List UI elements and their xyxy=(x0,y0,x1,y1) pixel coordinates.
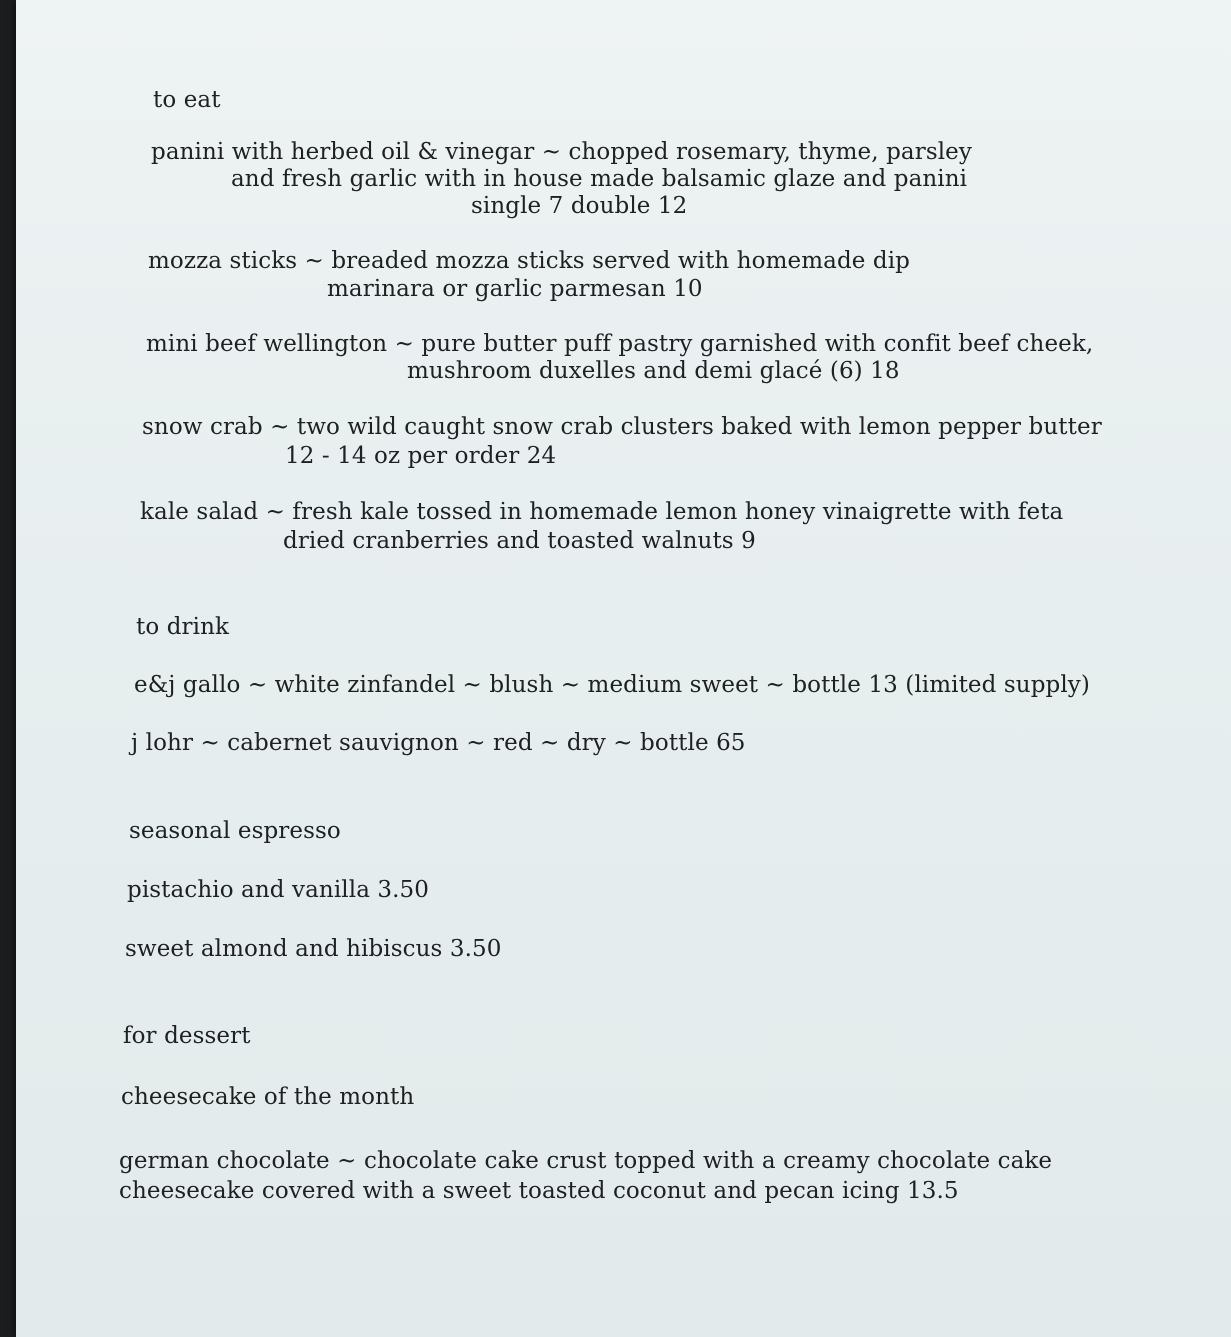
section-heading-espresso: seasonal espresso xyxy=(129,818,341,844)
section-heading-eat: to eat xyxy=(153,87,221,113)
crab-line-2: 12 - 14 oz per order 24 xyxy=(285,443,557,469)
kale-line-2: dried cranberries and toasted walnuts 9 xyxy=(283,528,756,554)
wellington-line-2: mushroom duxelles and demi glacé (6) 18 xyxy=(407,358,900,384)
german-line-2: cheesecake covered with a sweet toasted coconut and pecan icing 13.5 xyxy=(119,1178,959,1204)
almond-line: sweet almond and hibiscus 3.50 xyxy=(125,936,502,962)
cheesecake-heading: cheesecake of the month xyxy=(121,1084,415,1110)
mozza-line-1: mozza sticks ~ breaded mozza sticks served with homemade dip xyxy=(148,248,911,274)
section-heading-dessert: for dessert xyxy=(123,1023,251,1049)
mozza-line-2: marinara or garlic parmesan 10 xyxy=(327,276,703,302)
gallo-line: e&j gallo ~ white zinfandel ~ blush ~ medium sweet ~ bottle 13 (limited supply) xyxy=(134,672,1090,698)
wellington-line-1: mini beef wellington ~ pure butter puff pastry garnished with confit beef cheek, xyxy=(146,331,1094,357)
panini-line-1: panini with herbed oil & vinegar ~ chopped rosemary, thyme, parsley xyxy=(151,139,972,165)
kale-line-1: kale salad ~ fresh kale tossed in homemade lemon honey vinaigrette with feta xyxy=(140,499,1064,525)
panini-price: single 7 double 12 xyxy=(471,193,688,219)
crab-line-1: snow crab ~ two wild caught snow crab clusters baked with lemon pepper butter xyxy=(142,414,1102,440)
pistachio-line: pistachio and vanilla 3.50 xyxy=(127,877,430,903)
lohr-line: j lohr ~ cabernet sauvignon ~ red ~ dry ~ bottle 65 xyxy=(131,730,746,756)
section-heading-drink: to drink xyxy=(136,614,230,640)
panini-line-2: and fresh garlic with in house made balsamic glaze and panini xyxy=(231,166,968,192)
german-line-1: german chocolate ~ chocolate cake crust topped with a creamy chocolate cake xyxy=(119,1148,1053,1174)
